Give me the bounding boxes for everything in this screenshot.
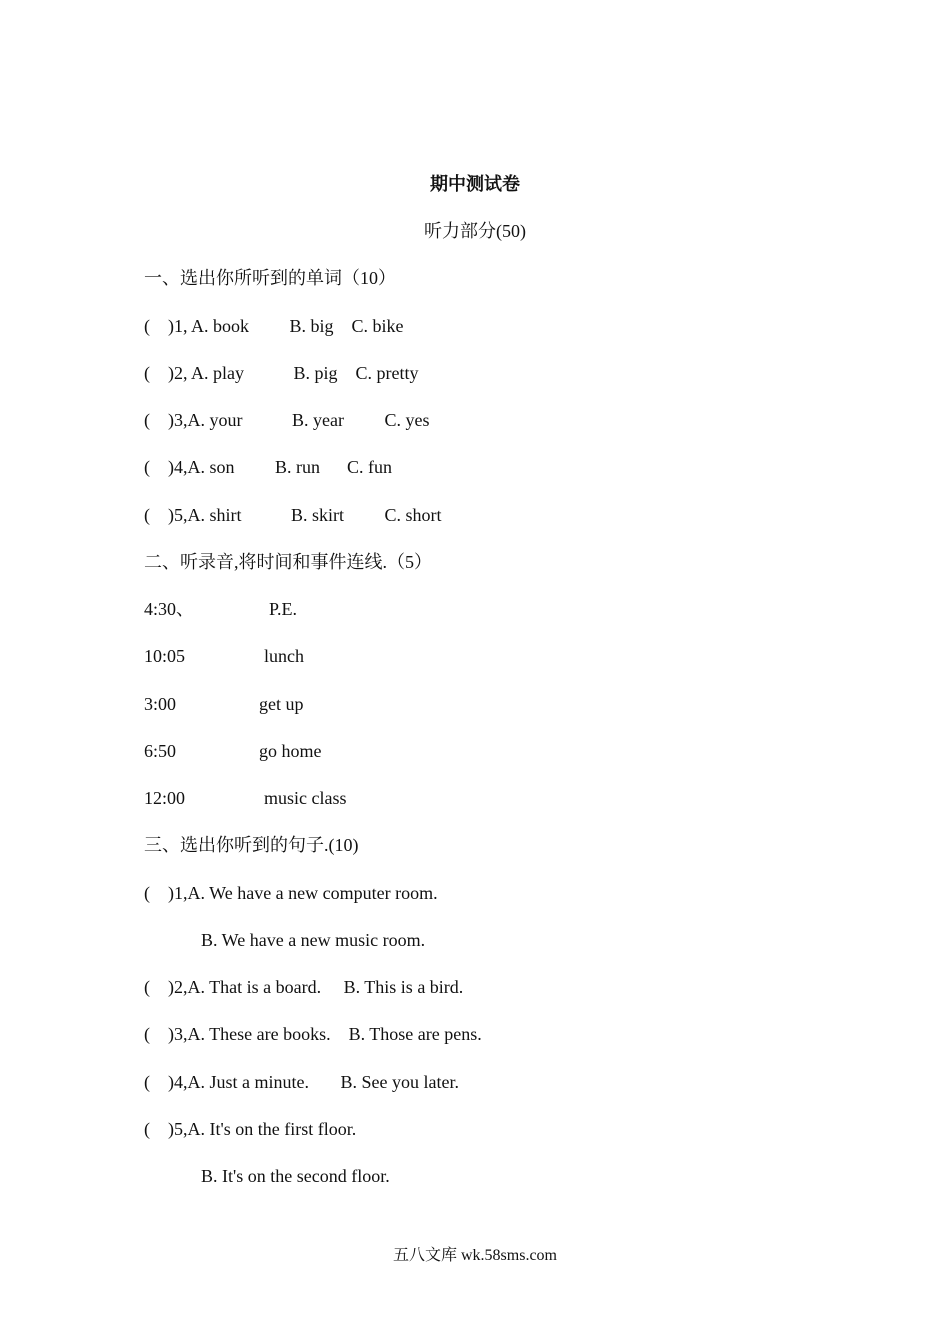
page-subtitle: 听力部分(50) [424, 221, 526, 241]
section3-item: ( )4,A. Just a minute. B. See you later. [144, 1072, 459, 1092]
section3-item: ( )5,A. It's on the first floor. [144, 1119, 357, 1139]
section3-item: ( )2,A. That is a board. B. This is a bird. [144, 977, 464, 997]
match-event: go home [259, 741, 322, 761]
match-event: P.E. [269, 599, 298, 619]
section1-heading: 一、选出你所听到的单词（10） [144, 268, 396, 288]
match-time: 3:00 [144, 694, 177, 714]
section3-heading: 三、选出你听到的句子.(10) [144, 835, 359, 855]
section3-item: ( )3,A. These are books. B. Those are pens. [144, 1024, 482, 1044]
page-title: 期中测试卷 [430, 174, 520, 194]
section1-item: ( )4,A. son B. run C. fun [144, 457, 392, 477]
page-footer: 五八文库 wk.58sms.com [392, 1247, 557, 1264]
match-time: 6:50 [144, 741, 177, 761]
match-time: 10:05 [144, 646, 186, 666]
match-time: 12:00 [144, 788, 186, 808]
match-event: get up [259, 694, 304, 714]
section1-item: ( )5,A. shirt B. skirt C. short [144, 505, 442, 525]
section2-heading: 二、听录音,将时间和事件连线.（5） [144, 552, 432, 572]
match-event: lunch [264, 646, 304, 666]
match-event: music class [264, 788, 347, 808]
section1-item: ( )1, A. book B. big C. bike [144, 316, 404, 336]
section1-item: ( )3,A. your B. year C. yes [144, 410, 430, 430]
section3-option: B. We have a new music room. [201, 930, 426, 950]
section1-item: ( )2, A. play B. pig C. pretty [144, 363, 419, 383]
section3-item: ( )1,A. We have a new computer room. [144, 883, 438, 903]
match-time: 4:30、 [144, 599, 195, 619]
section3-option: B. It's on the second floor. [201, 1166, 390, 1186]
